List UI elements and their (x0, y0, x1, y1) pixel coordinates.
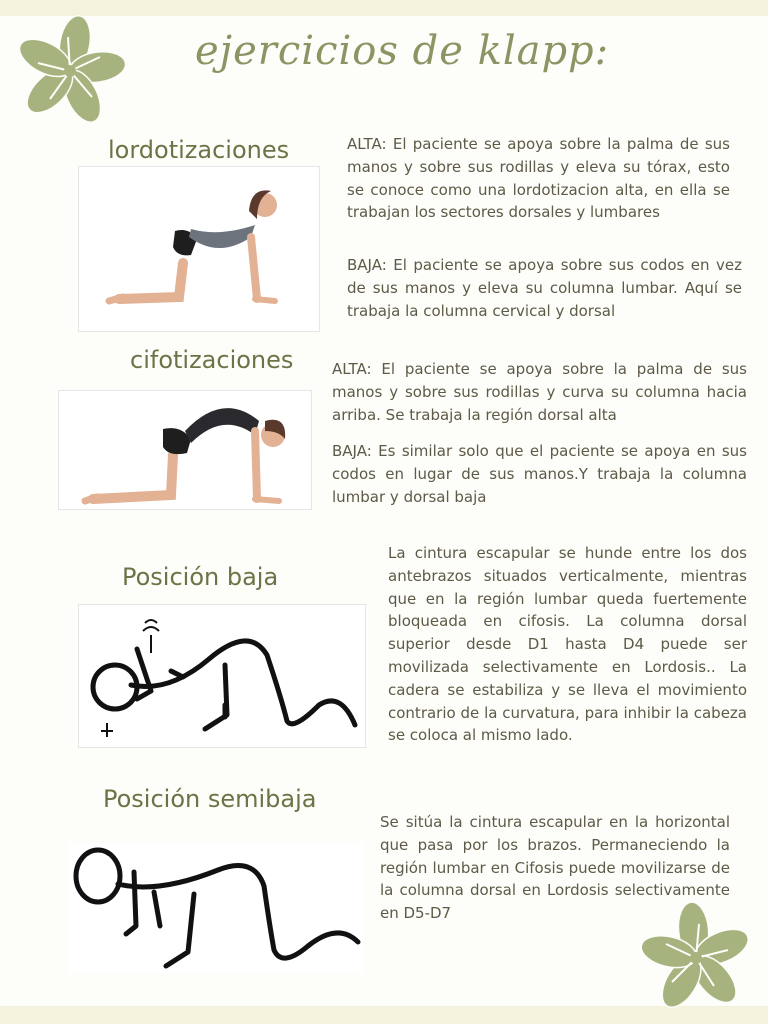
section-paragraph: ALTA: El paciente se apoya sobre la palma de sus manos y sobre sus rodillas y eleva su tórax, esto se conoce como una lordotizacion alta, en ella se trabajan los sectores dorsales y lumbares (347, 135, 730, 222)
flower-icon (14, 14, 126, 128)
page-title: ejercicios de klapp: (195, 28, 610, 74)
drawing-posicion-baja (78, 604, 366, 748)
section-heading: Posición semibaja (103, 785, 317, 813)
photo-cifotizacion (58, 390, 312, 510)
drawing-posicion-semibaja (68, 842, 364, 974)
section-heading: Posición baja (122, 563, 279, 591)
section-paragraph: BAJA: Es similar solo que el paciente se apoya en sus codos en lugar de sus manos.Y trabaja la columna lumbar y dorsal baja (332, 442, 747, 506)
section-heading: lordotizaciones (108, 136, 290, 164)
section-paragraph: Se sitúa la cintura escapular en la horizontal que pasa por los brazos. Permaneciendo la región lumbar en Cifosis puede movilizarse de la columna dorsal en Lordosis selectivamente en D5-D7 (380, 813, 730, 923)
section-heading: cifotizaciones (130, 346, 294, 374)
section-paragraph: BAJA: El paciente se apoya sobre sus codos en vez de sus manos y eleva su columna lumbar. Aquí se trabaja la columna cervical y dorsal (347, 256, 742, 320)
section-paragraph: La cintura escapular se hunde entre los dos antebrazos situados verticalmente, mientras que en la región lumbar queda fuertemente bloqueada en cifosis. La columna dorsal superior desde D1 hasta D4 puede ser movilizada selectivamente en Lordosis.. La cadera se estabiliza y se lleva el movimiento contrario de la curvatura, para inhibir la cabeza se coloca al mismo lado. (388, 544, 747, 745)
photo-lordotizacion (78, 166, 320, 332)
section-paragraph: ALTA: El paciente se apoya sobre la palma de sus manos y sobre sus rodillas y curva su columna hacia arriba. Se trabaja la región dorsal alta (332, 360, 747, 424)
